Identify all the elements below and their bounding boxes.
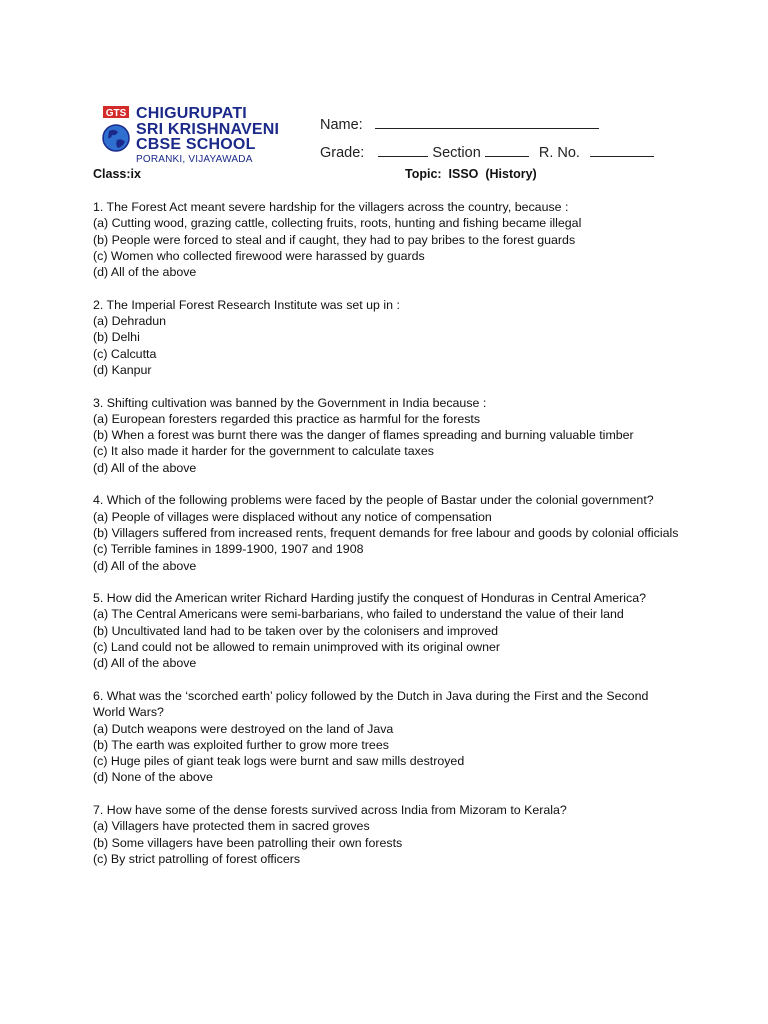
option-text: (b) Villagers suffered from increased rents, frequent demands for free labour and goods by colonial officials [93, 525, 679, 540]
option-text: (d) All of the above [93, 558, 197, 573]
question-text: 4. Which of the following problems were faced by the people of Bastar under the colonial government? [93, 493, 654, 508]
option-text: (c) Huge piles of giant teak logs were burnt and saw mills destroyed [93, 754, 465, 769]
option-text: (d) None of the above [93, 770, 213, 785]
school-address: PORANKI, VIJAYAWADA [136, 153, 253, 165]
option-text: (b) The earth was exploited further to grow more trees [93, 737, 389, 752]
grade-label: Grade: [320, 145, 365, 161]
school-header [102, 104, 682, 166]
school-name-line1: CHIGURUPATI [136, 105, 247, 122]
option-text: (d) Kanpur [93, 362, 152, 377]
option-text: (c) Land could not be allowed to remain unimproved with its original owner [93, 640, 501, 655]
option-text: (a) People of villages were displaced without any notice of compensation [93, 509, 492, 524]
option-text: (c) Calcutta [93, 346, 157, 361]
option-text: (b) Some villagers have been patrolling their own forests [93, 835, 403, 850]
section-label: Section [432, 145, 481, 161]
question-block [93, 688, 683, 786]
option-text: (c) Women who collected firewood were harassed by guards [93, 248, 425, 263]
topic-label: Topic: ISSO (History) [405, 167, 537, 181]
rno-field[interactable] [590, 144, 654, 157]
question-text: 7. How have some of the dense forests survived across India from Mizoram to Kerala? [93, 802, 567, 817]
grade-row [320, 144, 654, 161]
option-text: (c) It also made it harder for the government to calculate taxes [93, 444, 434, 459]
option-text: (a) Villagers have protected them in sacred groves [93, 819, 370, 834]
school-name-line3: CBSE SCHOOL [136, 136, 256, 153]
option-text: (a) Dutch weapons were destroyed on the land of Java [93, 721, 394, 736]
question-block [93, 297, 683, 378]
question-block [93, 395, 683, 476]
option-text: (b) Delhi [93, 330, 140, 345]
school-name-line2: SRI KRISHNAVENI [136, 120, 280, 138]
question-text: 1. The Forest Act meant severe hardship for the villagers across the country, because : [93, 200, 569, 214]
option-text: (b) When a forest was burnt there was the danger of flames spreading and burning valuable timber [93, 428, 634, 443]
question-block [93, 590, 683, 671]
name-field[interactable] [375, 116, 599, 129]
option-text: (c) Terrible famines in 1899-1900, 1907 and 1908 [93, 542, 364, 557]
question-list [93, 199, 683, 883]
question-text: 6. What was the ‘scorched earth’ policy followed by the Dutch in Java during the First and the Second World Wars? [93, 688, 649, 720]
question-block [93, 199, 683, 280]
question-text: 2. The Imperial Forest Research Institute was set up in : [93, 297, 400, 312]
name-row [320, 116, 599, 133]
question-block [93, 492, 683, 573]
rno-label: R. No. [538, 145, 580, 161]
logo-text: GTS [105, 108, 127, 119]
option-text: (a) The Central Americans were semi-barbarians, who failed to understand the value of their land [93, 607, 624, 622]
section-field[interactable] [485, 144, 529, 157]
grade-field[interactable] [378, 144, 428, 157]
question-block [93, 802, 683, 867]
question-text: 3. Shifting cultivation was banned by the Government in India because : [93, 395, 487, 410]
question-text: 5. How did the American writer Richard Harding justify the conquest of Honduras in Central America? [93, 591, 647, 606]
name-label: Name: [320, 117, 363, 133]
option-text: (a) European foresters regarded this practice as harmful for the forests [93, 411, 481, 426]
option-text: (b) Uncultivated land had to be taken over by the colonisers and improved [93, 623, 498, 638]
school-logo-icon [102, 104, 132, 162]
school-name [136, 106, 279, 166]
option-text: (a) Cutting wood, grazing cattle, collecting fruits, roots, hunting and fishing became illegal [93, 216, 582, 231]
option-text: (b) People were forced to steal and if caught, they had to pay bribes to the forest guards [93, 232, 576, 247]
option-text: (a) Dehradun [93, 314, 167, 329]
option-text: (d) All of the above [93, 265, 197, 280]
class-label: Class:ix [93, 167, 141, 181]
option-text: (d) All of the above [93, 460, 197, 475]
option-text: (d) All of the above [93, 656, 197, 671]
option-text: (c) By strict patrolling of forest officers [93, 851, 301, 866]
